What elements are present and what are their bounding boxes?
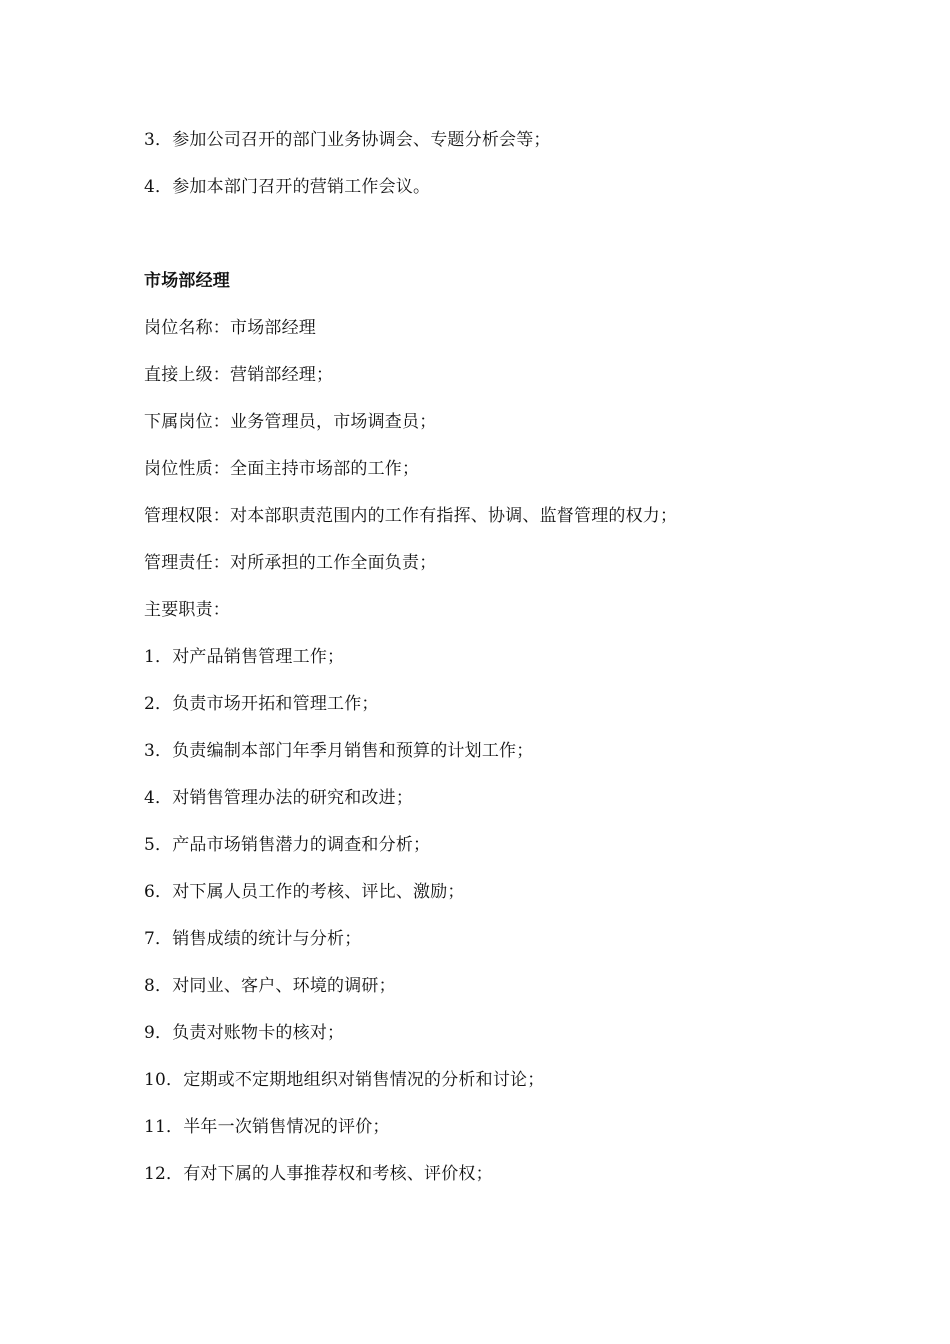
duty-item: 9．负责对账物卡的核对； [144,1023,345,1043]
field-subordinates: 下属岗位：业务管理员，市场调查员； [144,412,437,432]
field-position-name: 岗位名称：市场部经理 [144,318,316,338]
duty-item: 12．有对下属的人事推荐权和考核、评价权； [144,1164,493,1184]
duty-item: 1．对产品销售管理工作； [144,647,345,667]
field-direct-superior: 直接上级：营销部经理； [144,365,334,385]
duty-item: 10．定期或不定期地组织对销售情况的分析和讨论； [144,1070,545,1090]
prev-item-4: 4．参加本部门召开的营销工作会议。 [144,177,431,197]
duty-item: 2．负责市场开拓和管理工作； [144,694,379,714]
field-management-responsibility: 管理责任：对所承担的工作全面负责； [144,553,437,573]
duty-item: 5．产品市场销售潜力的调查和分析； [144,835,431,855]
duty-item: 6．对下属人员工作的考核、评比、激励； [144,882,465,902]
field-management-authority: 管理权限：对本部职责范围内的工作有指挥、协调、监督管理的权力； [144,506,678,526]
duty-item: 3．负责编制本部门年季月销售和预算的计划工作； [144,741,534,761]
duty-item: 4．对销售管理办法的研究和改进； [144,788,414,808]
field-main-duties-label: 主要职责： [144,600,230,620]
prev-item-3: 3．参加公司召开的部门业务协调会、专题分析会等； [144,130,551,150]
section-title: 市场部经理 [144,271,230,291]
field-position-nature: 岗位性质：全面主持市场部的工作； [144,459,420,479]
duty-item: 11．半年一次销售情况的评价； [144,1117,390,1137]
duty-item: 7．销售成绩的统计与分析； [144,929,362,949]
duty-item: 8．对同业、客户、环境的调研； [144,976,396,996]
